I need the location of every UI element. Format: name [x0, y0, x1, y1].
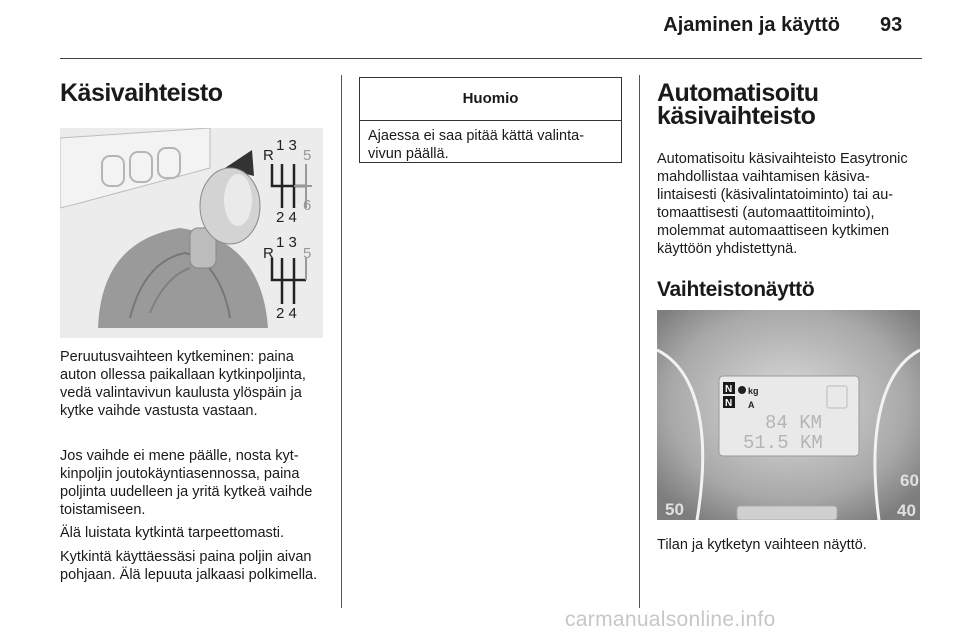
gate-upper-fifth-label: 5	[303, 147, 312, 164]
display-tag-a: A	[748, 400, 755, 410]
paragraph-reverse-gear: Peruutusvaihteen kytkeminen: paina auton ollessa paikallaan kytkinpoljinta, vedä valintavivun kaulusta ylöspäin ja kytke vaihde vastusta vastaan.	[60, 349, 306, 419]
notice-title: Huomio	[360, 78, 621, 121]
display-gear-n-lower: N	[725, 398, 733, 409]
gate-lower-bottom-label: 2 4	[276, 305, 297, 322]
watermark: carmanualsonline.info	[565, 608, 776, 631]
display-trip-line: 51.5 KM	[743, 432, 823, 454]
mode-indicator-icon	[738, 386, 746, 394]
scale-label-60: 60	[900, 471, 919, 490]
column-divider-left	[341, 75, 342, 608]
gate-upper-reverse-label: R	[263, 147, 274, 164]
notice-text: Ajaessa ei saa pitää kättä valintavivun päällä.	[368, 128, 585, 162]
gearbox-display-photo	[657, 310, 920, 520]
paragraph-easytronic-intro: Automatisoitu käsivaihteisto Easytronic mahdollistaa vaihtamisen käsivalintaisesti (käsivalintatoiminto) tai automaattisesti (automaattitoiminto), molemmat automaattiseen kytkimen käyttöön yhdistettynä.	[657, 151, 908, 257]
paragraph-gear-not-engaging: Jos vaihde ei mene päälle, nosta kytkinpoljin joutokäyntiasennossa, paina poljinta uudelleen ja yritä kytkeä vaihde toistamiseen.	[60, 448, 313, 518]
gear-lever-illustration	[60, 128, 323, 338]
gate-upper-bottom-label: 2 4	[276, 209, 297, 226]
section-title-automated-line2: käsivaihteisto	[657, 102, 816, 130]
display-tag-kg: kg	[748, 386, 759, 396]
gate-upper-sixth-label: 6	[303, 197, 312, 214]
section-title-automated-line1: Automatisoitu	[657, 79, 819, 107]
notice-box	[359, 77, 622, 163]
subsection-title-gearbox-display: Vaihteistonäyttö	[657, 278, 815, 301]
scale-label-40: 40	[897, 501, 916, 520]
figure-caption-display: Tilan ja kytketyn vaihteen näyttö.	[657, 537, 867, 553]
column-divider-right	[639, 75, 640, 608]
paragraph-clutch-slip: Älä luistata kytkintä tarpeettomasti.	[60, 525, 285, 541]
gate-lower-reverse-label: R	[263, 245, 274, 262]
display-gear-n-upper: N	[725, 384, 733, 395]
gate-upper-top-label: 1 3	[276, 137, 297, 154]
section-title-manual-gearbox: Käsivaihteisto	[60, 79, 223, 107]
scale-label-50: 50	[665, 500, 684, 519]
display-range-line: 84 KM	[765, 412, 823, 434]
gate-lower-fifth-label: 5	[303, 245, 312, 262]
paragraph-clutch-pedal: Kytkintä käyttäessäsi paina poljin aivan pohjaan. Älä lepuuta jalkaasi polkimella.	[60, 549, 318, 583]
running-header-title: Ajaminen ja käyttö	[663, 14, 840, 36]
page-number: 93	[880, 14, 903, 36]
gate-lower-top-label: 1 3	[276, 234, 297, 251]
header-rule	[60, 58, 922, 59]
